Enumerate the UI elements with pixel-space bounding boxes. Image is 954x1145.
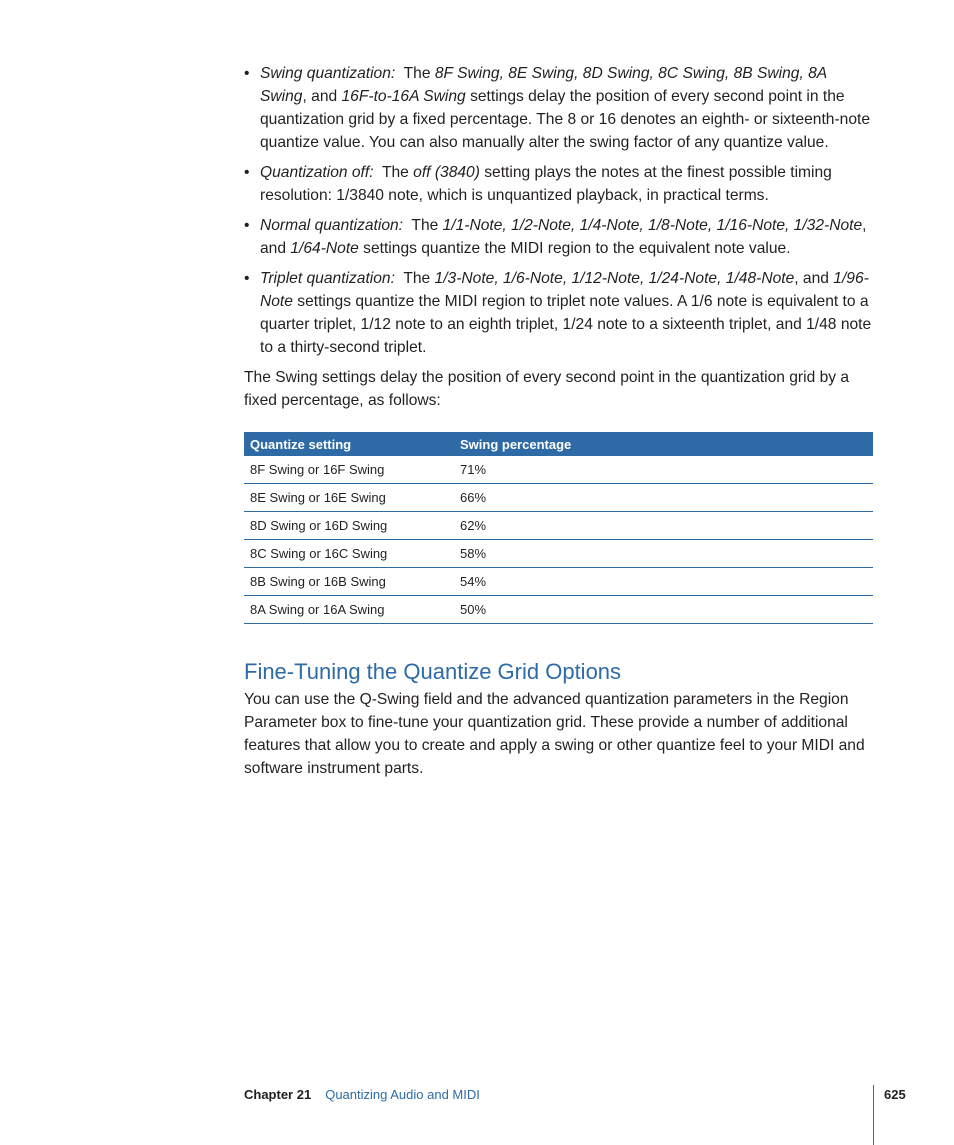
bullet-italic: 16F-to-16A Swing: [341, 88, 466, 105]
page-footer: [244, 1087, 480, 1103]
bullet-italic: 1/3-Note, 1/6-Note, 1/12-Note, 1/24-Note, 1/48-Note: [434, 270, 795, 287]
bullet-italic: 1/96-Note: [260, 270, 869, 310]
table-cell: 8D Swing or 16D Swing: [244, 512, 454, 540]
bullet-text: , and: [302, 88, 342, 105]
table-cell: 58%: [454, 540, 873, 568]
bullet-lead: Quantization off:: [260, 164, 374, 181]
swing-percentage-table: [244, 432, 873, 624]
table-cell: 8E Swing or 16E Swing: [244, 484, 454, 512]
section-body-paragraph: You can use the Q-Swing field and the advanced quantization parameters in the Region Parameter box to fine-tune your quantization grid. These provide a number of additional features that allow you to create and apply a swing or other quantize feel to your MIDI and software instrument parts.: [244, 691, 865, 777]
table-row: [244, 484, 873, 512]
bullet-lead: Normal quantization:: [260, 217, 404, 234]
table-cell: 8C Swing or 16C Swing: [244, 540, 454, 568]
footer-divider: [873, 1085, 874, 1145]
table-row: [244, 568, 873, 596]
bullet-dot: •: [244, 217, 250, 234]
page-number: 625: [884, 1087, 906, 1102]
table-cell: 71%: [454, 456, 873, 484]
table-row: [244, 456, 873, 484]
bullet-text: The: [395, 65, 435, 82]
table-header-row: [244, 432, 873, 456]
bullet-lead: Swing quantization:: [260, 65, 396, 82]
bullet-italic: off (3840): [413, 164, 480, 181]
bullet-italic: 8F Swing, 8E Swing, 8D Swing, 8C Swing, 8B Swing, 8A Swing: [260, 65, 827, 105]
column-header: Quantize setting: [250, 436, 352, 452]
bullet-text: The: [394, 270, 435, 287]
bullet-dot: •: [244, 164, 250, 181]
bullet-text: settings delay the position of every second point in the quantization grid by a fixed percentage. The 8 or 16 denotes an eighth- or sixteenth-note quantize value. You can also manually alter the swing factor of any quantize value.: [260, 88, 871, 151]
bullet-triplet-quantization: [244, 267, 876, 359]
bullet-italic: 1/1-Note, 1/2-Note, 1/4-Note, 1/8-Note, 1/16-Note, 1/32-Note: [442, 217, 863, 234]
bullet-text: setting plays the notes at the finest possible timing resolution: 1/3840 note, which is unquantized playback, in practical terms.: [260, 164, 832, 204]
table-cell: 8F Swing or 16F Swing: [244, 456, 454, 484]
bullet-lead: Triplet quantization:: [260, 270, 395, 287]
page-content: [244, 62, 876, 780]
bullet-text: settings quantize the MIDI region to triplet note values. A 1/6 note is equivalent to a quarter triplet, 1/12 note to an eighth triplet, 1/24 note to a sixteenth triplet, and 1/48 note to a thirty-second triplet.: [260, 293, 872, 356]
section-heading: Fine-Tuning the Quantize Grid Options: [244, 659, 622, 684]
bullet-quantization-off: [244, 161, 876, 207]
bullet-text: settings quantize the MIDI region to the equivalent note value.: [358, 240, 791, 257]
column-header: Swing percentage: [460, 436, 572, 452]
footer-chapter-title: Quantizing Audio and MIDI: [325, 1087, 480, 1102]
bullet-swing-quantization: [244, 62, 876, 154]
bullet-dot: •: [244, 270, 250, 287]
quantization-types-list: [244, 62, 876, 359]
bullet-normal-quantization: [244, 214, 876, 260]
table-cell: 50%: [454, 596, 873, 624]
table-cell: 66%: [454, 484, 873, 512]
bullet-dot: •: [244, 65, 250, 82]
bullet-text: , and: [260, 217, 867, 257]
table-row: [244, 512, 873, 540]
table-row: [244, 596, 873, 624]
bullet-text: The: [403, 217, 443, 234]
table-cell: 8B Swing or 16B Swing: [244, 568, 454, 596]
table-cell: 54%: [454, 568, 873, 596]
bullet-italic: 1/64-Note: [290, 240, 359, 257]
swing-intro-paragraph: The Swing settings delay the position of every second point in the quantization grid by a fixed percentage, as follows:: [244, 369, 850, 409]
table-cell: 62%: [454, 512, 873, 540]
table-row: [244, 540, 873, 568]
footer-chapter-label: Chapter 21: [244, 1087, 312, 1102]
bullet-text: , and: [794, 270, 834, 287]
table-cell: 8A Swing or 16A Swing: [244, 596, 454, 624]
bullet-text: The: [373, 164, 414, 181]
